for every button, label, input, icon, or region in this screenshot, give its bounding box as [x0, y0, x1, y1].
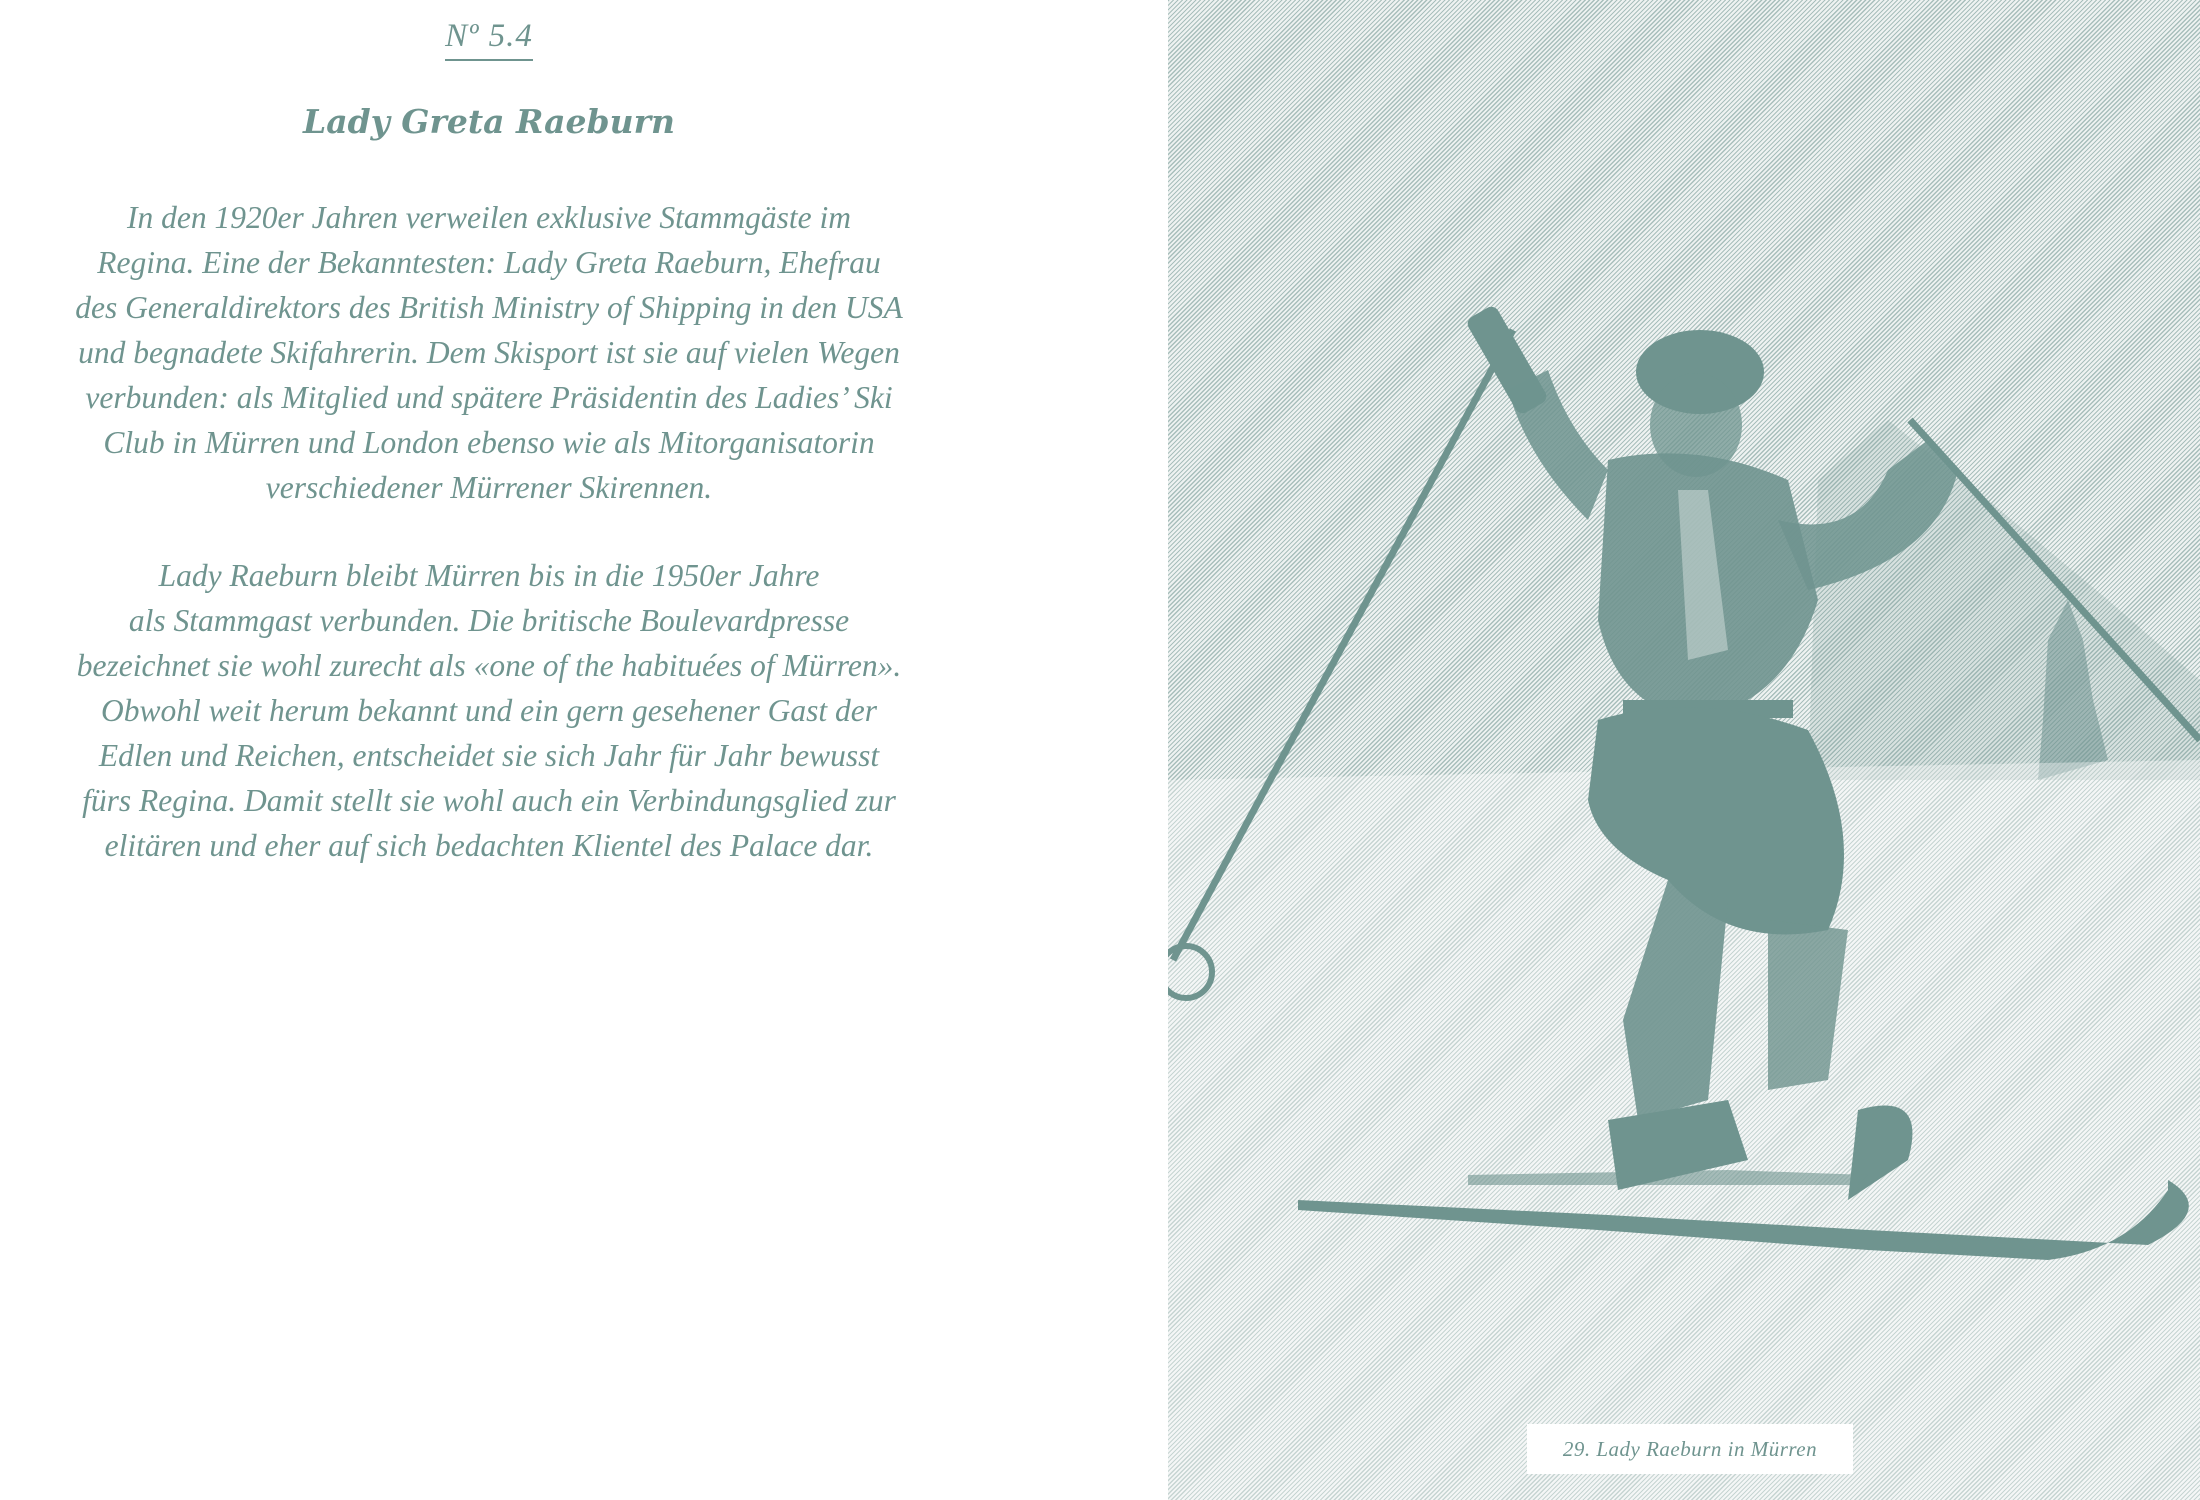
text-line: bezeichnet sie wohl zurecht als «one of the habituées of Mürren». [76, 648, 902, 683]
skier-photo-illustration [1168, 0, 2200, 1500]
mountain-shape [1808, 420, 2200, 780]
text-line: Regina. Eine der Bekanntesten: Lady Greta Raeburn, Ehefrau [97, 245, 881, 280]
text-line: des Generaldirektors des British Ministry of Shipping in den USA [75, 290, 903, 325]
skier-left-arm [1508, 370, 1608, 520]
text-line: Club in Mürren und London ebenso wie als Mitorganisatorin [103, 425, 875, 460]
text-line: als Stammgast verbunden. Die britische Boulevardpresse [128, 603, 850, 638]
text-line: Lady Raeburn bleibt Mürren bis in die 1950er Jahre [158, 558, 820, 593]
page-title: Lady Greta Raeburn [302, 102, 675, 141]
text-line: In den 1920er Jahren verweilen exklusive Stammgäste im [127, 200, 851, 235]
text-line: verbunden: als Mitglied und spätere Präsidentin des Ladies’ Ski [85, 380, 893, 415]
chapter-number-label: Nº 5.4 [445, 18, 533, 61]
text-line: verschiedener Mürrener Skirennen. [265, 470, 713, 505]
photo-panel [1168, 0, 2200, 1500]
text-line: und begnadete Skifahrerin. Dem Skisport ist sie auf vielen Wegen [78, 335, 900, 370]
text-line: Edlen und Reichen, entscheidet sie sich Jahr für Jahr bewusst [98, 738, 880, 773]
body-paragraph [24, 195, 954, 510]
text-line: elitären und eher auf sich bedachten Klientel des Palace dar. [104, 828, 874, 863]
body-paragraph [24, 553, 954, 868]
text-line: fürs Regina. Damit stellt sie wohl auch ein Verbindungsglied zur [82, 783, 896, 818]
chapter-number [0, 18, 978, 61]
photo-caption: 29. Lady Raeburn in Mürren [1527, 1424, 1853, 1474]
text-line: Obwohl weit herum bekannt und ein gern gesehener Gast der [101, 693, 877, 728]
